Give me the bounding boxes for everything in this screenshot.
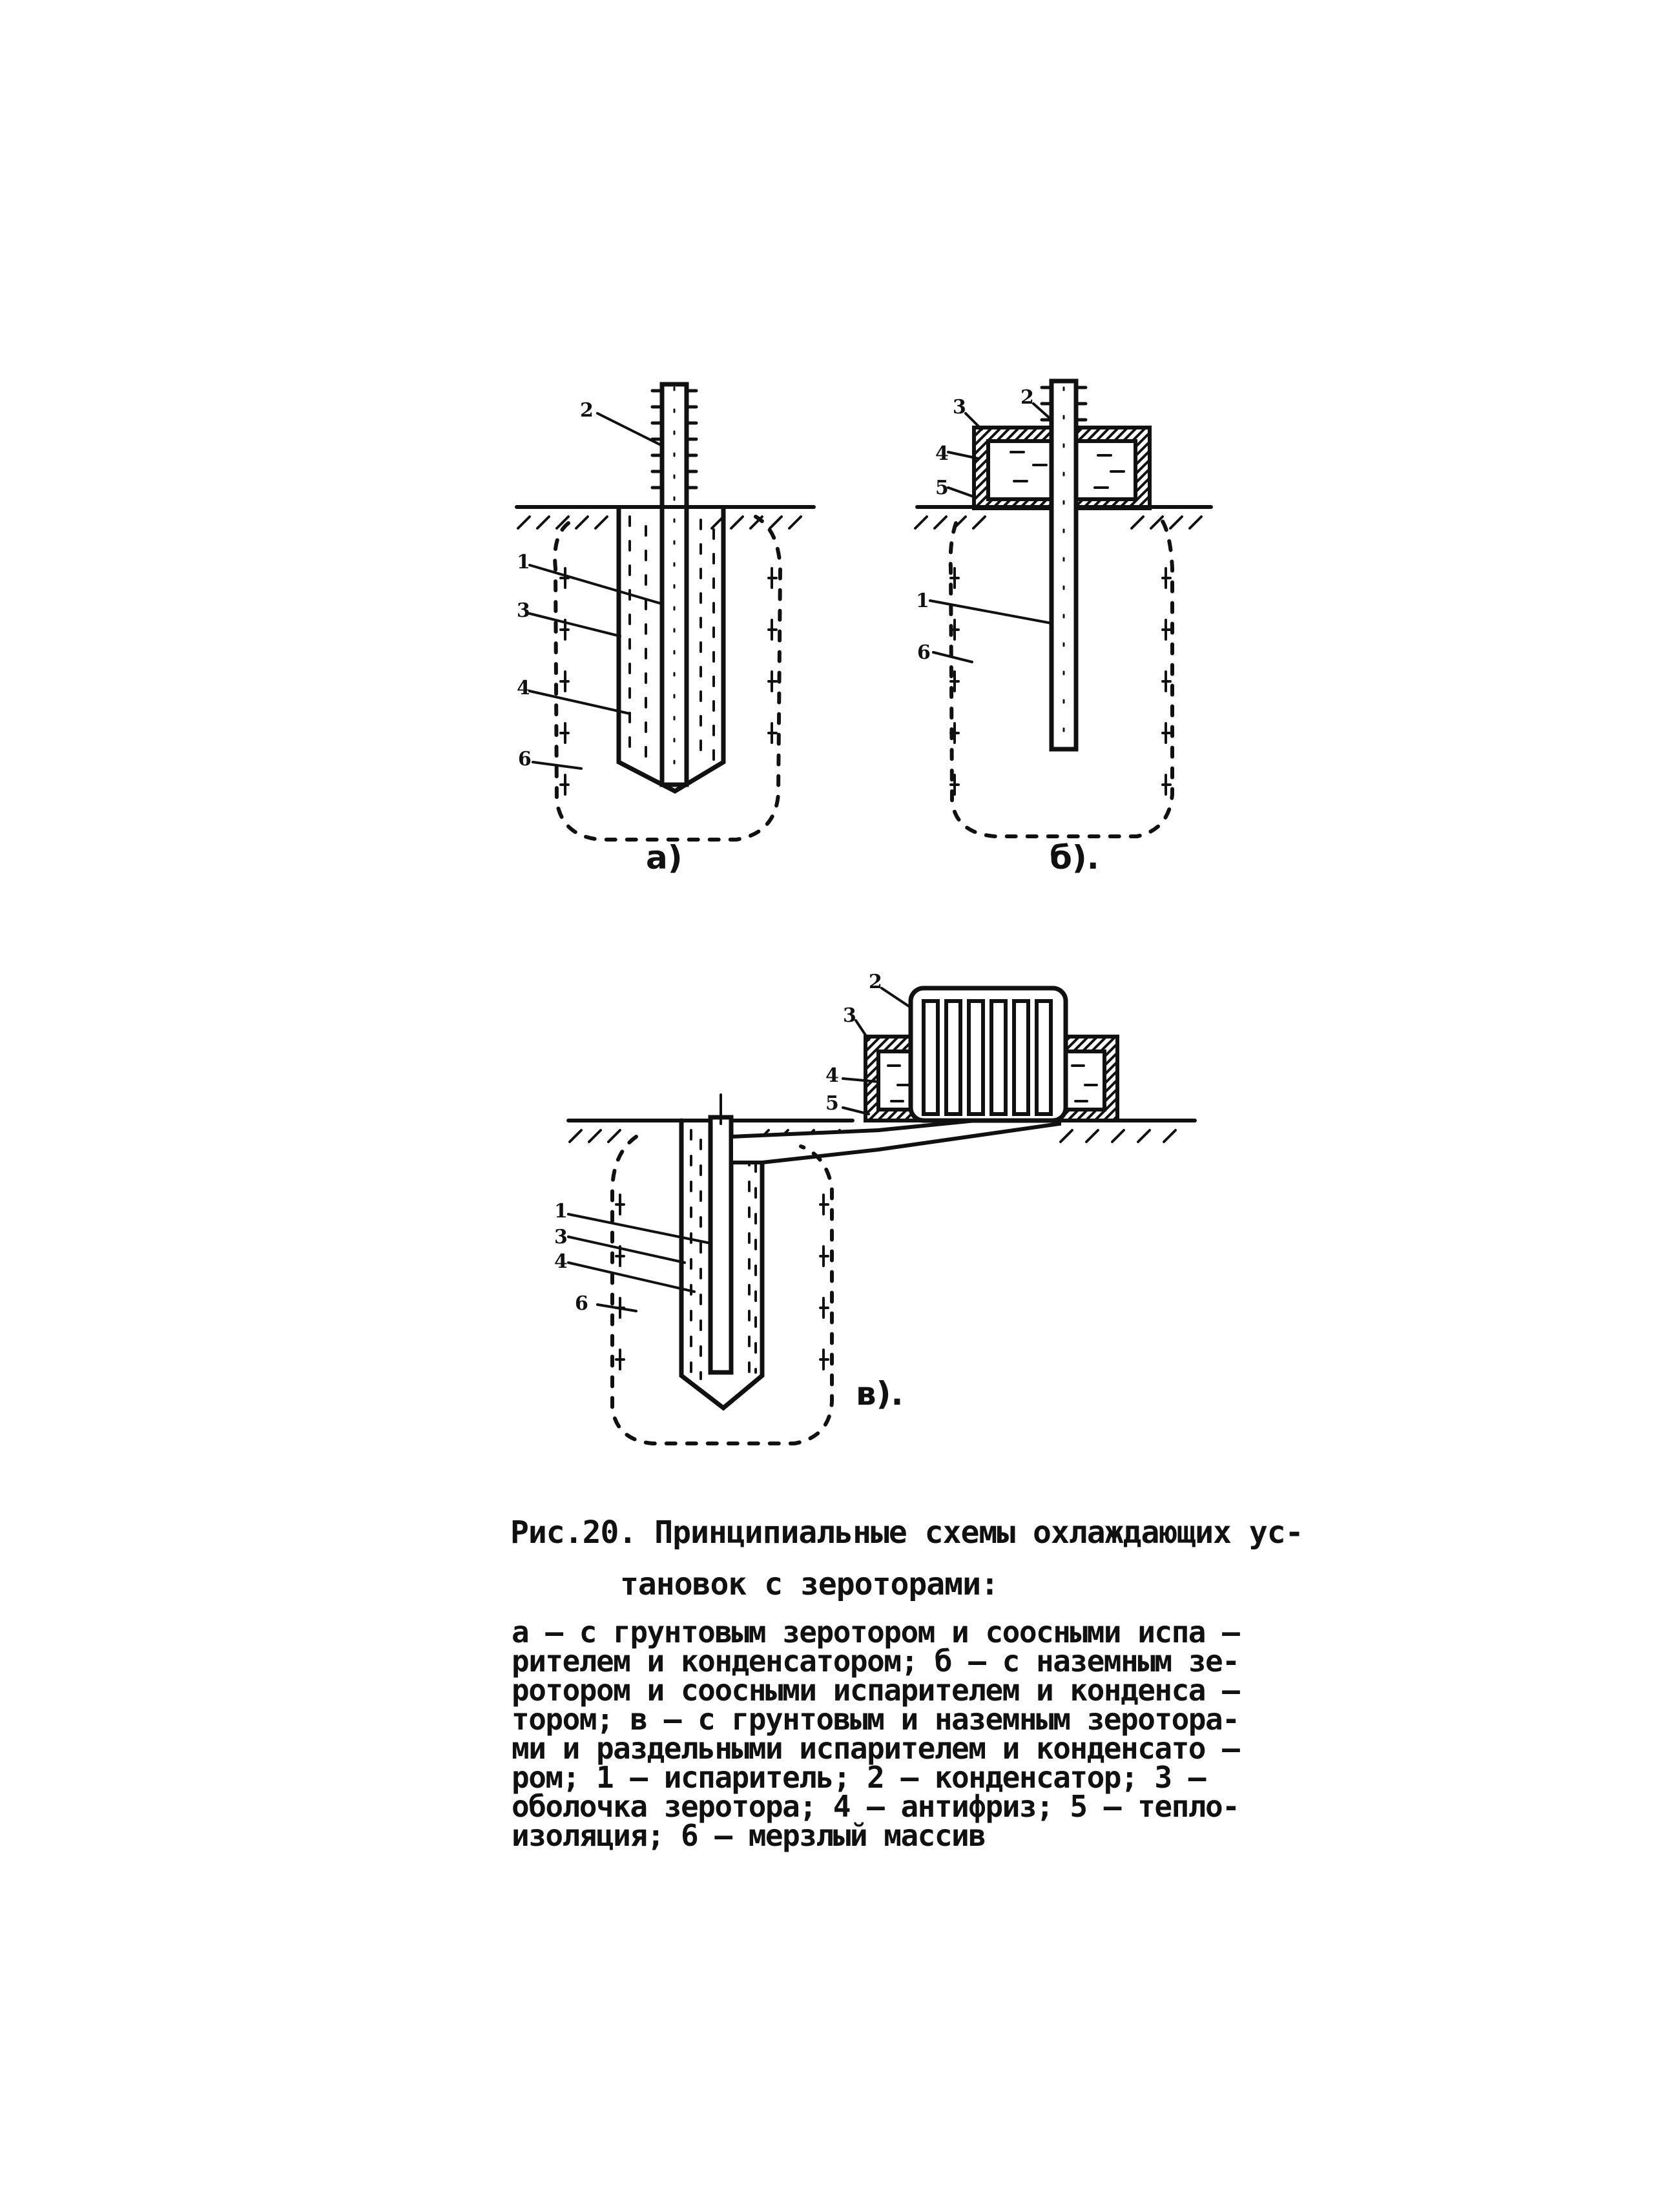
panel-a-label: а) xyxy=(646,839,683,876)
caption-line: тором; в – с грунтовым и наземным зеротора- xyxy=(512,1702,1239,1737)
label-1: 1 xyxy=(517,551,530,574)
label-6: 6 xyxy=(575,1292,588,1315)
figure-caption-title-cont: тановок с зероторами: xyxy=(620,1566,999,1602)
label-4: 4 xyxy=(554,1250,568,1273)
caption-line: ми и раздельными испарителем и конденсато – xyxy=(512,1731,1239,1766)
label-2: 2 xyxy=(1020,386,1034,409)
frozen-mass-outline xyxy=(555,517,780,840)
panel-a-diagram xyxy=(517,384,814,840)
label-4: 4 xyxy=(825,1064,839,1087)
condenser-body xyxy=(911,988,1066,1121)
zerotor-shell xyxy=(619,509,723,791)
label-1: 1 xyxy=(916,590,929,612)
condenser-fins xyxy=(652,391,696,488)
caption-line: ротором и соосными испарителем и конденса – xyxy=(512,1673,1239,1708)
leader-lines xyxy=(530,413,662,769)
label-3: 3 xyxy=(517,599,530,622)
caption-line: изоляция; 6 – мерзлый массив xyxy=(512,1818,986,1853)
panel-b-label: б). xyxy=(1050,839,1099,876)
caption-line: оболочка зеротора; 4 – антифриз; 5 – тепло- xyxy=(512,1789,1239,1824)
label-1: 1 xyxy=(554,1200,568,1223)
caption-line: рителем и конденсатором; б – с наземным зе- xyxy=(512,1644,1239,1679)
caption-line: ром; 1 – испаритель; 2 – конденсатор; 3 – xyxy=(512,1760,1205,1795)
label-4: 4 xyxy=(935,442,949,465)
label-6: 6 xyxy=(518,748,532,770)
label-5: 5 xyxy=(935,477,949,499)
label-3: 3 xyxy=(554,1226,568,1248)
frozen-mass-marks xyxy=(561,568,776,794)
heat-pipe xyxy=(1051,381,1076,749)
panel-b-diagram xyxy=(915,381,1211,836)
antifreeze-fill xyxy=(630,517,714,772)
label-4: 4 xyxy=(517,677,530,699)
label-3: 3 xyxy=(953,396,966,419)
evaporator-pipe xyxy=(710,1117,731,1372)
caption-line: а – с грунтовым зеротором и соосными испа – xyxy=(512,1615,1239,1649)
label-3: 3 xyxy=(843,1004,856,1027)
label-5: 5 xyxy=(825,1092,839,1115)
figure-caption-title: Рис.20. Принципиальные схемы охлаждающих ус- xyxy=(510,1514,1303,1551)
label-6: 6 xyxy=(917,641,931,664)
label-2: 2 xyxy=(869,971,882,993)
panel-c-label: в). xyxy=(856,1375,904,1412)
label-2: 2 xyxy=(580,399,594,422)
